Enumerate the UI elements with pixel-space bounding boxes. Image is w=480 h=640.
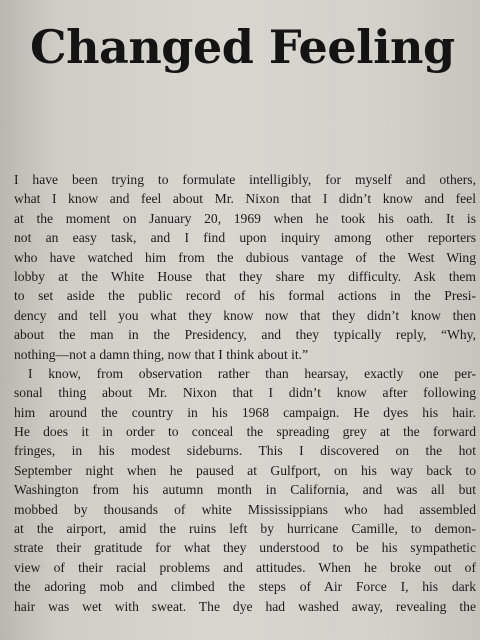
text-line: sonal thing about Mr. Nixon that I didn’t know after following (14, 385, 476, 401)
text-line: at the airport, amid the ruins left by hurricane Camille, to demon- (14, 521, 476, 537)
text-line: lobby at the White House that they share my difficulty. Ask them (14, 268, 476, 284)
text-line: what I know and feel about Mr. Nixon that I didn’t know and feel (14, 191, 476, 207)
text-line: fringes, in his modest sideburns. This I discovered on the hot (14, 443, 476, 459)
body-text (14, 170, 476, 616)
text-line: strate their gratitude for what they understood to be his sympathetic (14, 540, 476, 556)
text-line: mobbed by thousands of white Mississippians who had assembled (14, 501, 476, 517)
text-line: view of their racial problems and attitudes. When he broke out of (14, 559, 476, 575)
text-line: He does it in order to conceal the spreading grey at the forward (14, 424, 476, 440)
text-line: September night when he paused at Gulfport, on his way back to (14, 462, 476, 478)
text-line: to set aside the public record of his formal actions in the Presi- (14, 288, 476, 304)
text-line: I have been trying to formulate intelligibly, for myself and others, (14, 172, 476, 187)
text-line: dency and tell you what they know now that they didn’t know then (14, 307, 476, 323)
text-line: nothing—not a damn thing, now that I think about it.” (14, 346, 309, 362)
chapter-title: Changed Feeling (30, 20, 455, 74)
text-line: who have watched him from the dubious vantage of the West Wing (14, 249, 476, 265)
text-line: about the man in the Presidency, and they typically reply, “Why, (14, 327, 476, 343)
text-line: at the moment on January 20, 1969 when he took his oath. It is (14, 210, 476, 226)
text-line: hair was wet with sweat. The dye had washed away, revealing the (14, 598, 476, 614)
text-line: I know, from observation rather than hearsay, exactly one per- (28, 365, 476, 381)
text-line: Washington from his autumn month in California, and was all but (14, 482, 476, 498)
text-line: the adoring mob and climbed the steps of Air Force I, his dark (14, 579, 476, 595)
text-line: not an easy task, and I find upon inquiry among other reporters (14, 230, 476, 246)
text-line: him around the country in his 1968 campaign. He dyes his hair. (14, 404, 476, 420)
